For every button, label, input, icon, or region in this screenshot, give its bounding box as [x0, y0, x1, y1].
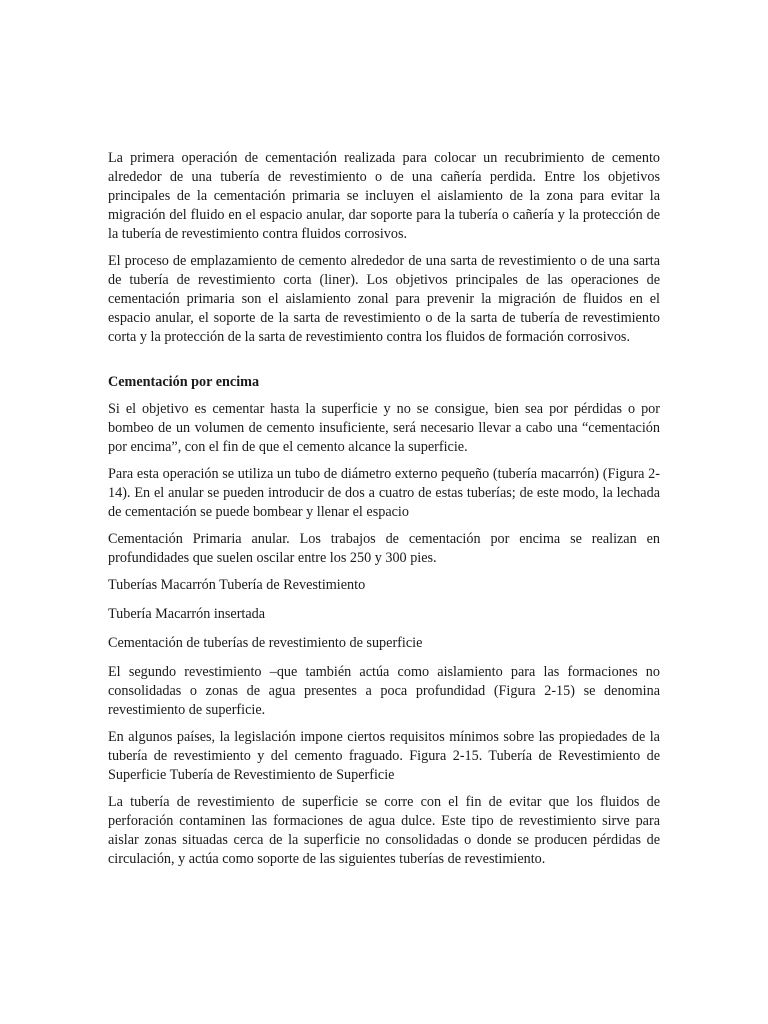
paragraph-body-3: Cementación Primaria anular. Los trabajos de cementación por encima se realizan en profundidades que suelen oscilar entre los 250 y 300 pies.: [108, 531, 660, 566]
paragraph-body-6: Cementación de tuberías de revestimiento de superficie: [108, 635, 423, 651]
document-body: [108, 149, 660, 877]
section-heading: Cementación por encima: [108, 374, 260, 390]
paragraph-intro-2: El proceso de emplazamiento de cemento alrededor de una sarta de revestimiento o de una sarta de tubería de revestimiento corta (liner). Los objetivos principales de las operaciones de cementación primaria son el aislamiento zonal para prevenir la migración de fluidos en el espacio anular, el soporte de la sarta de revestimiento o de la sarta de tubería de revestimiento corta y la protección de la sarta de revestimiento contra los fluidos de formación corrosivos.: [108, 253, 660, 345]
paragraph-body-9: La tubería de revestimiento de superficie se corre con el fin de evitar que los fluidos de perforación contaminen las formaciones de agua dulce. Este tipo de revestimiento sirve para aislar zonas situadas cerca de la superficie no consolidadas o donde se producen pérdidas de circulación, y actúa como soporte de las siguientes tuberías de revestimiento.: [108, 794, 660, 867]
paragraph-intro-1: La primera operación de cementación realizada para colocar un recubrimiento de cemento alrededor de una tubería de revestimiento o de una cañería perdida. Entre los objetivos principales de la cementación primaria se incluyen el aislamiento de la zona para evitar la migración del fluido en el espacio anular, dar soporte para la tubería o cañería y la protección de la tubería de revestimiento contra fluidos corrosivos.: [108, 150, 660, 242]
paragraph-body-7: El segundo revestimiento –que también actúa como aislamiento para las formaciones no consolidadas o zonas de agua presentes a poca profundidad (Figura 2-15) se denomina revestimiento de superficie.: [108, 664, 660, 718]
paragraph-body-2: Para esta operación se utiliza un tubo de diámetro externo pequeño (tubería macarrón) (Figura 2-14). En el anular se pueden introducir de dos a cuatro de estas tuberías; de este modo, la lechada de cementación se puede bombear y llenar el espacio: [108, 466, 660, 520]
paragraph-body-5: Tubería Macarrón insertada: [108, 606, 266, 622]
paragraph-body-1: Si el objetivo es cementar hasta la superficie y no se consigue, bien sea por pérdidas o por bombeo de un volumen de cemento insuficiente, será necesario llevar a cabo una “cementación por encima”, con el fin de que el cemento alcance la superficie.: [108, 401, 660, 455]
paragraph-body-4: Tuberías Macarrón Tubería de Revestimiento: [108, 577, 366, 593]
paragraph-body-8: En algunos países, la legislación impone ciertos requisitos mínimos sobre las propiedades de la tubería de revestimiento y del cemento fraguado. Figura 2-15. Tubería de Revestimiento de Superficie Tubería de Revestimiento de Superficie: [108, 729, 660, 783]
